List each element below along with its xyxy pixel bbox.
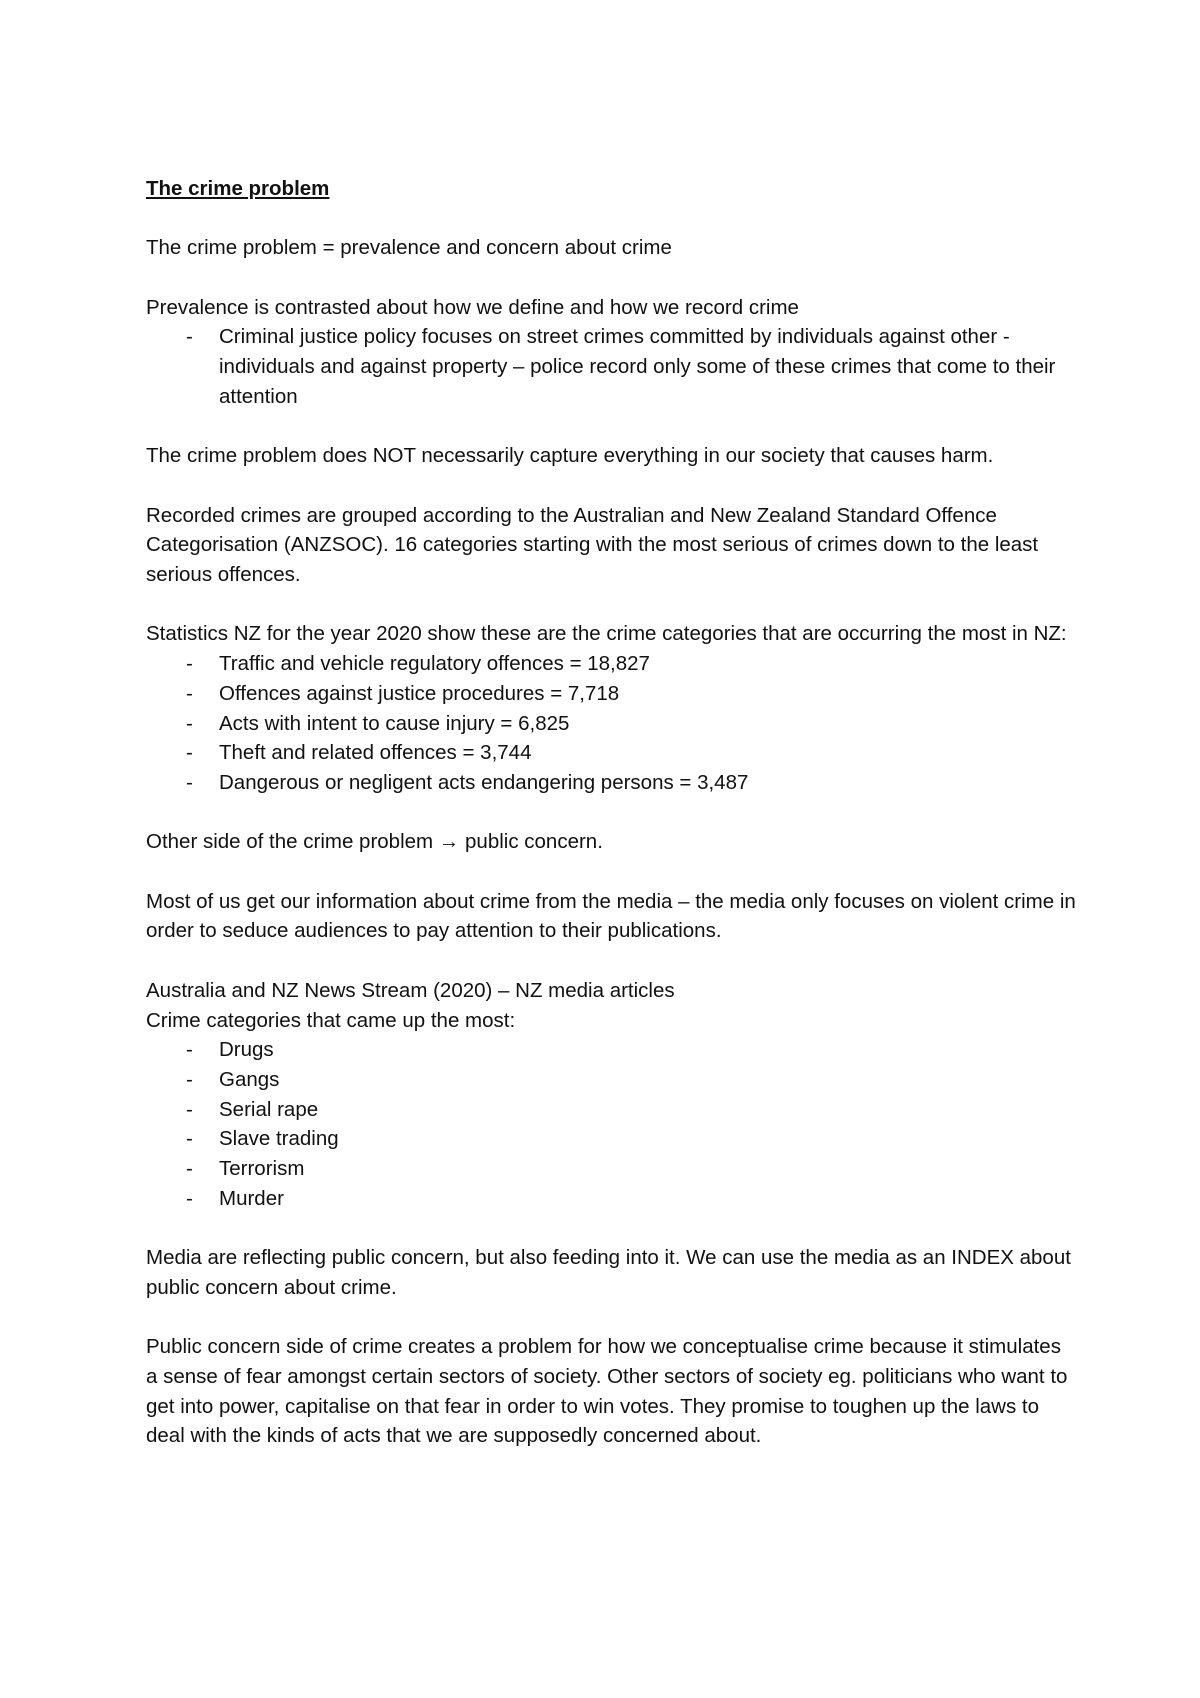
list-item: - Serial rape bbox=[146, 1095, 1076, 1125]
list-item: - Offences against justice procedures = 7,718 bbox=[146, 679, 1076, 709]
list-item: - Drugs bbox=[146, 1035, 1076, 1065]
list-item: - Gangs bbox=[146, 1065, 1076, 1095]
prevalence-list bbox=[146, 322, 1076, 411]
list-item: - Traffic and vehicle regulatory offences = 18,827 bbox=[146, 649, 1076, 679]
document-title: The crime problem bbox=[146, 177, 330, 200]
anzsoc-paragraph: Recorded crimes are grouped according to the Australian and New Zealand Standard Offence Categorisation (ANZSOC). 16 categories starting with the most serious of crimes down to the least serious offences. bbox=[146, 503, 1039, 587]
stats-intro: Statistics NZ for the year 2020 show these are the crime categories that are occurring the most in NZ: bbox=[146, 622, 1067, 646]
list-item: - Acts with intent to cause injury = 6,825 bbox=[146, 709, 1076, 739]
index-paragraph: Media are reflecting public concern, but also feeding into it. We can use the media as an INDEX about public concern about crime. bbox=[146, 1246, 1071, 1299]
other-side-text: Other side of the crime problem → public concern. bbox=[146, 830, 603, 854]
document-page bbox=[146, 174, 1076, 1451]
list-item: - Dangerous or negligent acts endangering persons = 3,487 bbox=[146, 768, 1076, 798]
list-item: - Criminal justice policy focuses on street crimes committed by individuals against other - individuals and against property – police record only some of these crimes that come to their attention bbox=[146, 322, 1076, 411]
list-item: - Theft and related offences = 3,744 bbox=[146, 738, 1076, 768]
prevalence-intro: Prevalence is contrasted about how we define and how we record crime bbox=[146, 295, 799, 319]
news-stream-text: Australia and NZ News Stream (2020) – NZ media articles bbox=[146, 978, 675, 1002]
media-categories-list bbox=[146, 1035, 1076, 1213]
categories-intro: Crime categories that came up the most: bbox=[146, 1008, 516, 1032]
stats-list bbox=[146, 649, 1076, 798]
list-item: - Murder bbox=[146, 1184, 1076, 1214]
media-paragraph: Most of us get our information about crime from the media – the media only focuses on violent crime in order to seduce audiences to pay attention to their publications. bbox=[146, 889, 1076, 943]
definition-text: The crime problem = prevalence and concern about crime bbox=[146, 236, 672, 260]
harm-note: The crime problem does NOT necessarily capture everything in our society that causes harm. bbox=[146, 444, 994, 468]
concern-paragraph: Public concern side of crime creates a problem for how we conceptualise crime because it stimulates a sense of fear amongst certain sectors of society. Other sectors of society eg. politicians who want to get into power, capitalise on that fear in order to win votes. They promise to toughen up the laws to deal with the kinds of acts that we are supposedly concerned about. bbox=[146, 1335, 1068, 1448]
list-item: - Slave trading bbox=[146, 1124, 1076, 1154]
list-item: - Terrorism bbox=[146, 1154, 1076, 1184]
